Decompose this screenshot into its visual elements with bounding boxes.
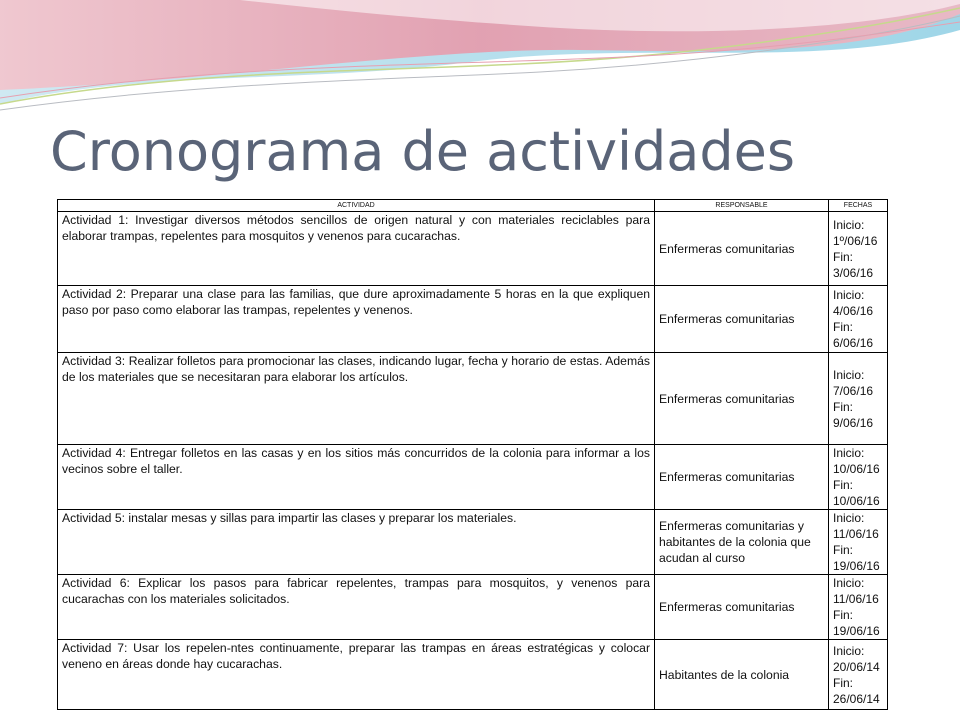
activity-cell: Actividad 2: Preparar una clase para las familias, que dure aproximadamente 5 horas en la que expliquen paso por paso como elaborar las trampas, repelentes y venenos. [58, 286, 655, 353]
schedule-table [57, 199, 888, 710]
header-wave-decoration [0, 0, 960, 130]
end-date: Fin: 9/06/16 [833, 399, 874, 430]
end-date: Fin: 10/06/16 [833, 478, 880, 508]
dates-cell [829, 212, 888, 286]
start-date: Inicio: 7/06/16 [833, 367, 874, 398]
start-date: Inicio: 11/06/16 [833, 576, 879, 606]
activity-cell: Actividad 4: Entregar folletos en las casas y en los sitios más concurridos de la colonia para informar a los vecinos sobre el taller. [58, 445, 655, 510]
start-date: Inicio: 11/06/16 [833, 511, 879, 541]
header-activity: ACTIVIDAD [58, 200, 655, 212]
end-date: Fin: 3/06/16 [833, 249, 874, 280]
activity-cell: Actividad 7: Usar los repelen-ntes continuamente, preparar las trampas en áreas estratégicas y colocar veneno en áreas donde hay cucarachas. [58, 640, 655, 710]
table-row [58, 575, 888, 640]
responsible-cell: Enfermeras comunitarias [655, 575, 829, 640]
table-row [58, 445, 888, 510]
table-row [58, 212, 888, 286]
table-row [58, 510, 888, 575]
header-responsible: RESPONSABLE [655, 200, 829, 212]
start-date: Inicio: 4/06/16 [833, 288, 874, 318]
dates-cell [829, 286, 888, 353]
responsible-cell: Enfermeras comunitarias y habitantes de la colonia que acudan al curso [655, 510, 829, 575]
end-date: Fin: 6/06/16 [833, 320, 874, 350]
activity-cell: Actividad 5: instalar mesas y sillas para impartir las clases y preparar los materiales. [58, 510, 655, 575]
dates-cell [829, 445, 888, 510]
dates-cell [829, 575, 888, 640]
start-date: Inicio: 10/06/16 [833, 446, 880, 476]
activity-cell: Actividad 6: Explicar los pasos para fabricar repelentes, trampas para mosquitos, y venenos para cucarachas con los materiales solicitados. [58, 575, 655, 640]
page-title: Cronograma de actividades [50, 120, 796, 183]
table-row [58, 353, 888, 445]
table-row [58, 640, 888, 710]
dates-cell [829, 640, 888, 710]
header-dates: FECHAS [829, 200, 888, 212]
responsible-cell: Enfermeras comunitarias [655, 212, 829, 286]
end-date: Fin: 26/06/14 [833, 675, 880, 706]
dates-cell [829, 510, 888, 575]
dates-cell [829, 353, 888, 445]
activity-cell: Actividad 1: Investigar diversos métodos sencillos de origen natural y con materiales reciclables para elaborar trampas, repelentes para mosquitos y venenos para cucarachas. [58, 212, 655, 286]
end-date: Fin: 19/06/16 [833, 608, 880, 638]
table-row [58, 286, 888, 353]
end-date: Fin: 19/06/16 [833, 543, 880, 573]
start-date: Inicio: 20/06/14 [833, 643, 880, 674]
responsible-cell: Enfermeras comunitarias [655, 353, 829, 445]
table-header-row [58, 200, 888, 212]
start-date: Inicio: 1º/06/16 [833, 217, 878, 248]
responsible-cell: Enfermeras comunitarias [655, 445, 829, 510]
activity-cell: Actividad 3: Realizar folletos para promocionar las clases, indicando lugar, fecha y horario de estas. Además de los materiales que se necesitaran para elaborar los artículos. [58, 353, 655, 445]
responsible-cell: Enfermeras comunitarias [655, 286, 829, 353]
responsible-cell: Habitantes de la colonia [655, 640, 829, 710]
